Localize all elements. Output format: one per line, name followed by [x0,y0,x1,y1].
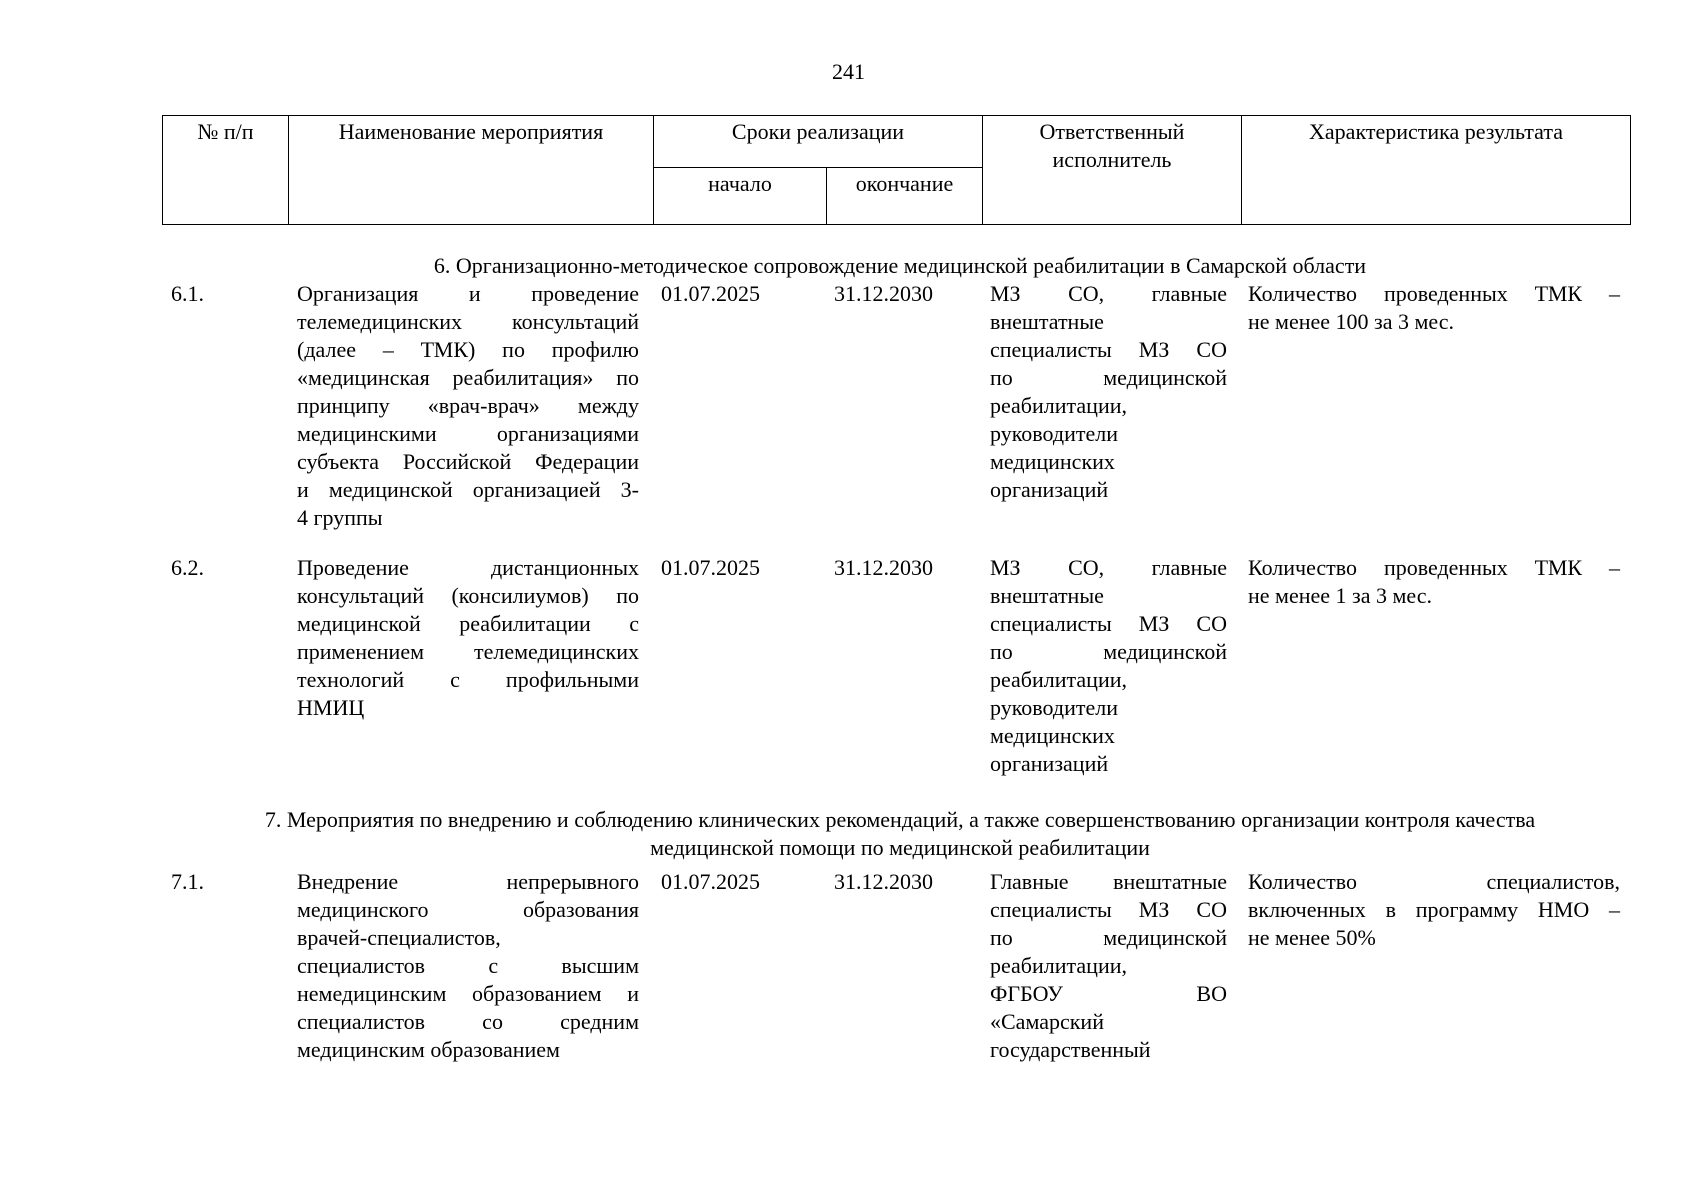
header-terms: Сроки реализации [654,116,983,168]
header-responsible: Ответственный исполнитель [983,116,1242,225]
header-num: № п/п [163,116,289,225]
row-end: 31.12.2030 [834,555,933,580]
row-num: 6.2. [171,555,204,580]
header-result: Характеристика результата [1242,116,1631,225]
row-num: 7.1. [171,869,204,894]
row-result: Количество проведенных ТМК – не менее 100 за 3 мес. [1248,281,1620,334]
row-responsible: Главные внештатные специалисты МЗ СО по медицинской реабилитации, ФГБОУ ВО «Самарский государственный [990,869,1227,1062]
row-result: Количество специалистов, включенных в программу НМО – не менее 50% [1248,869,1620,950]
row-name: Проведение дистанционных консультаций (консилиумов) по медицинской реабилитации с применением телемедицинских технологий с профильными НМИЦ [297,555,639,720]
row-name: Организация и проведение телемедицинских консультаций (далее – ТМК) по профилю «медицинская реабилитация» по принципу «врач-врач» между медицинскими организациями субъекта Российской Федерации и медицинской организацией 3- 4 группы [297,281,639,530]
table-header [162,115,1631,225]
row-end: 31.12.2030 [834,281,933,306]
row-responsible: МЗ СО, главные внештатные специалисты МЗ СО по медицинской реабилитации, руководители медицинских организаций [990,555,1227,776]
section-title-6: 6. Организационно-методическое сопровождение медицинской реабилитации в Самарской области [433,253,1367,278]
page-number: 241 [832,59,865,84]
section-title-7: 7. Мероприятия по внедрению и соблюдению клинических рекомендаций, а также совершенствованию организации контроля качества медицинской помощи по медицинской реабилитации [264,807,1536,860]
row-start: 01.07.2025 [661,869,760,894]
row-result: Количество проведенных ТМК – не менее 1 за 3 мес. [1248,555,1620,608]
row-name: Внедрение непрерывного медицинского образования врачей-специалистов, специалистов с высшим немедицинским образованием и специалистов со средним медицинским образованием [297,869,639,1062]
row-responsible: МЗ СО, главные внештатные специалисты МЗ СО по медицинской реабилитации, руководители медицинских организаций [990,281,1227,502]
header-start: начало [654,168,827,225]
header-name: Наименование мероприятия [289,116,654,225]
header-end: окончание [827,168,983,225]
row-start: 01.07.2025 [661,555,760,580]
row-end: 31.12.2030 [834,869,933,894]
row-start: 01.07.2025 [661,281,760,306]
row-num: 6.1. [171,281,204,306]
